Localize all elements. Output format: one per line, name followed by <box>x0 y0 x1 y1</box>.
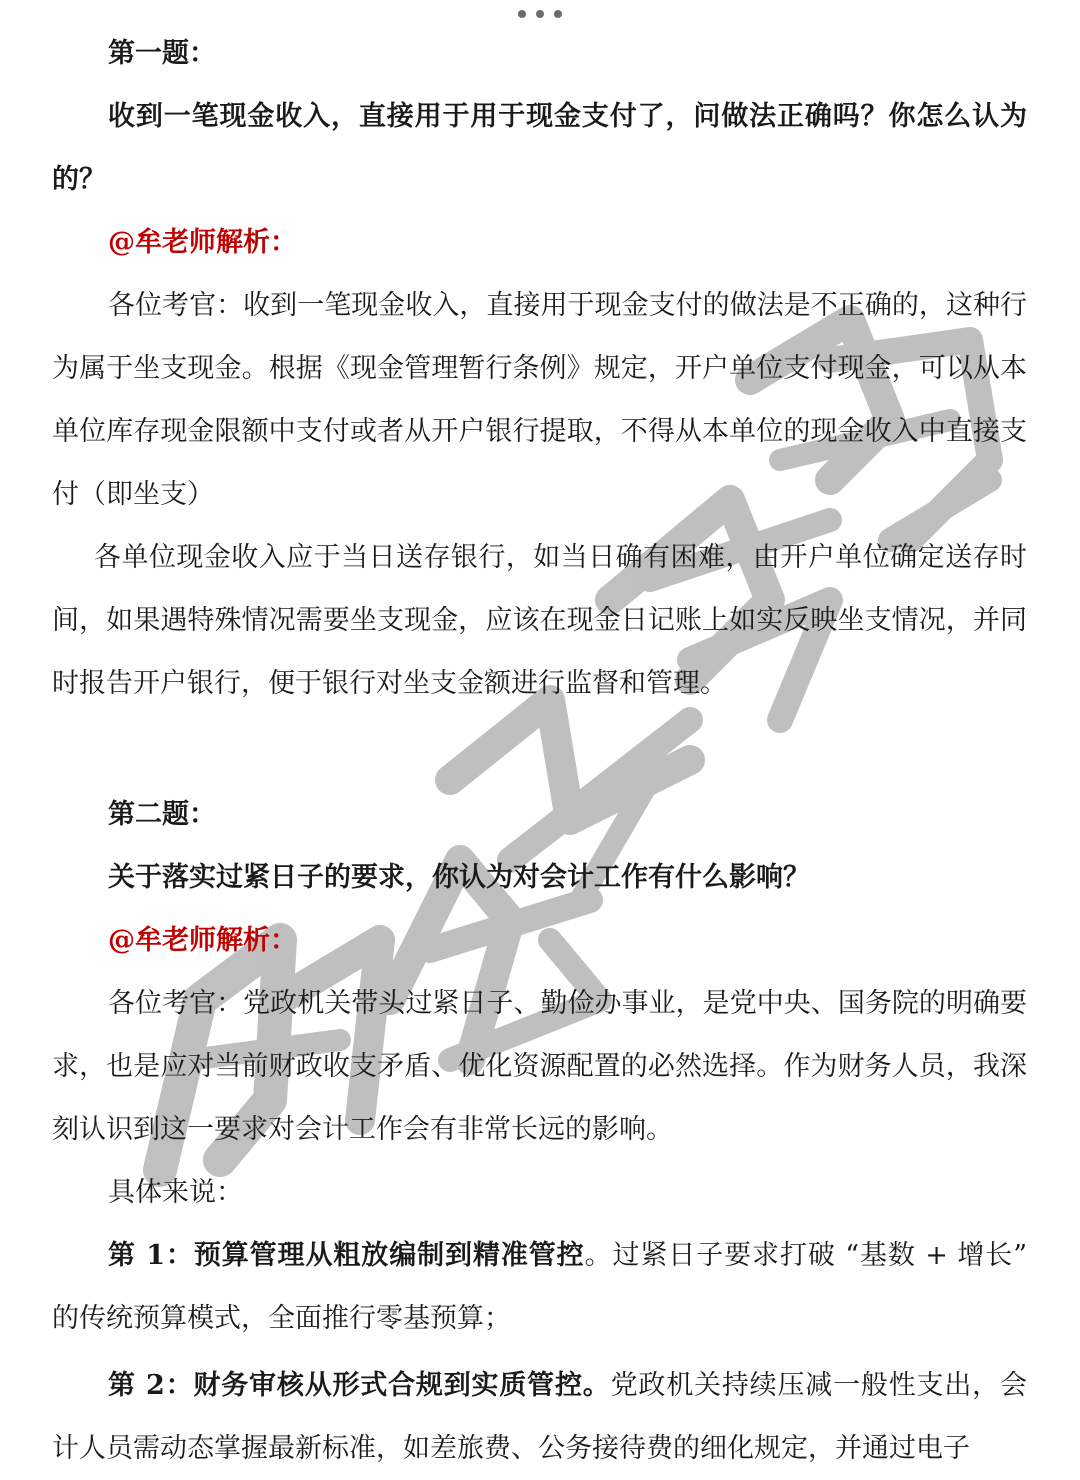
q2-point-2-bold: 第 2：财务审核从形式合规到实质管控。 <box>108 1370 611 1401</box>
q1-question: 收到一笔现金收入，直接用于用于现金支付了，问做法正确吗？你怎么认为的？ <box>52 101 1027 195</box>
dot <box>536 10 544 18</box>
q2-analysis-label: @牟老师解析： <box>108 925 297 956</box>
more-options-icon[interactable] <box>518 6 562 22</box>
spacer <box>52 715 1027 783</box>
dot <box>518 10 526 18</box>
q1-answer-paragraph-1: 各位考官：收到一笔现金收入，直接用于现金支付的做法是不正确的，这种行为属于坐支现金。根据《现金管理暂行条例》规定，开户单位支付现金，可以从本单位库存现金限额中支付或者从开户银行提取，不得从本单位的现金收入中直接支付（即坐支） <box>52 290 1027 510</box>
q1-answer-paragraph-2: 各单位现金收入应于当日送存银行，如当日确有困难，由开户单位确定送存时间，如果遇特殊情况需要坐支现金，应该在现金日记账上如实反映坐支情况，并同时报告开户银行，便于银行对坐支金额进行监督和管理。 <box>52 542 1027 699</box>
document-body <box>52 22 1027 1480</box>
q2-point-2 <box>52 1354 1027 1480</box>
q2-question: 关于落实过紧日子的要求，你认为对会计工作有什么影响？ <box>108 862 810 893</box>
q1-analysis-label: @牟老师解析： <box>108 227 297 258</box>
q2-heading: 第二题： <box>108 799 216 830</box>
q1-heading: 第一题： <box>108 38 216 69</box>
q2-point-1-text: 。过紧日子要求打破 “基数 + 增长” 的传统预算模式，全面推行零基预算； <box>52 1240 1027 1334</box>
dot <box>554 10 562 18</box>
q2-specifically: 具体来说： <box>108 1177 243 1208</box>
q2-point-1 <box>52 1224 1027 1350</box>
q2-point-1-bold: 第 1：预算管理从粗放编制到精准管控 <box>108 1240 585 1271</box>
q2-point-2-text: 党政机关持续压减一般性支出，会计人员需动态掌握最新标准，如差旅费、公务接待费的细化规定，并通过电子 <box>52 1370 1027 1464</box>
q2-answer-paragraph-1: 各位考官：党政机关带头过紧日子、勤俭办事业，是党中央、国务院的明确要求，也是应对当前财政收支矛盾、优化资源配置的必然选择。作为财务人员，我深刻认识到这一要求对会计工作会有非常长远的影响。 <box>52 988 1027 1145</box>
